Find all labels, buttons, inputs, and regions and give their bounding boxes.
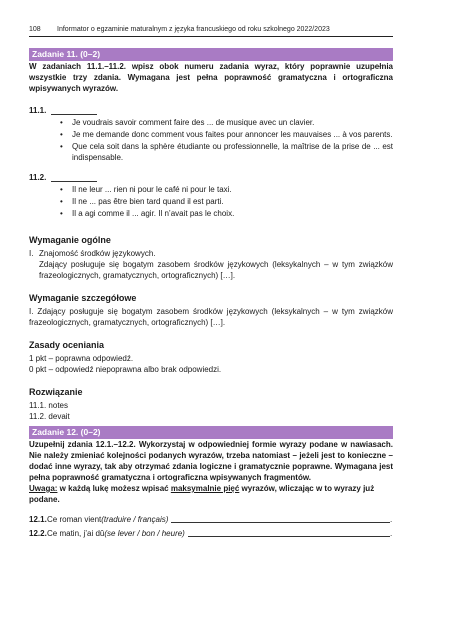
sentence: • Je me demande donc comment vous faites pour annoncer les mauvaises ... à vos parents. xyxy=(62,129,393,140)
item-12-2-label: 12.2. xyxy=(29,529,47,538)
item-12-1-answer-blank[interactable] xyxy=(171,514,390,523)
header-title: Informator o egzaminie maturalnym z języka francuskiego od roku szkolnego 2022/2023 xyxy=(57,26,330,33)
task-11-instruction: W zadaniach 11.1.–11.2. wpisz obok numeru zadania wyraz, który poprawnie uzupełnia wszystkie trzy zdania. Wymagana jest pełna poprawność gramatyczna i ortograficzna wpisywanych wyrazów. xyxy=(29,62,393,93)
scoring-title: Zasady oceniania xyxy=(29,340,105,350)
solution-line-2: 11.2. devait xyxy=(29,412,70,421)
item-12-2-answer-blank[interactable] xyxy=(188,528,390,537)
item-11-2-sentences xyxy=(29,184,393,219)
note-label: Uwaga: xyxy=(29,484,58,493)
item-12-1-label: 12.1. xyxy=(29,515,47,524)
item-11-1 xyxy=(29,105,393,116)
task-11-banner: Zadanie 11. (0–2) xyxy=(29,48,393,61)
general-requirement-heading xyxy=(29,248,393,259)
item-12-2-hint: (se lever / bon / heure) xyxy=(104,529,185,538)
item-12-2: 12.2. Ce matin, j’ai dû (se lever / bon / heure) . xyxy=(29,529,393,538)
scoring-line-1: 1 pkt – poprawna odpowiedź. xyxy=(29,354,134,363)
item-12-2-text: Ce matin, j’ai dû xyxy=(47,529,105,538)
general-requirement-title: Wymaganie ogólne xyxy=(29,235,111,245)
sentence: • Que cela soit dans la sphère étudiante ou professionnelle, la maîtrise de la prise de ... est indispensable. xyxy=(62,141,393,163)
page-number: 108 xyxy=(29,26,41,33)
document-page xyxy=(29,24,393,539)
solution-line-1: 11.1. notes xyxy=(29,401,68,410)
sentence: • Il a agi comme il ... agir. Il n’avait pas le choix. xyxy=(62,208,393,219)
item-11-2-label: 11.2. xyxy=(29,173,47,182)
scoring-line-2: 0 pkt – odpowiedź niepoprawna albo brak odpowiedzi. xyxy=(29,365,222,374)
item-11-2 xyxy=(29,172,393,183)
roman-numeral: I. xyxy=(29,249,34,258)
item-11-2-answer-blank[interactable] xyxy=(51,172,97,182)
general-requirement-heading-text: Znajomość środków językowych. xyxy=(39,249,156,258)
item-12-1: 12.1. Ce roman vient (traduire / français) . xyxy=(29,515,393,524)
page-header xyxy=(29,24,393,34)
sentence: • Il ne leur ... rien ni pour le café ni pour le taxi. xyxy=(62,184,393,195)
specific-requirement-text: I. Zdający posługuje się bogatym zasobem środków językowych (leksykalnych – w tym związków frazeologicznych, gramatycznych, ortograficznych) […]. xyxy=(29,307,393,327)
item-12-1-text: Ce roman vient xyxy=(47,515,102,524)
task-12-note xyxy=(29,483,393,505)
specific-requirement-title: Wymaganie szczegółowe xyxy=(29,293,137,303)
sentence: • Il ne ... pas être bien tard quand il est parti. xyxy=(62,196,393,207)
item-12-1-hint: (traduire / français) xyxy=(101,515,169,524)
note-emphasis: maksymalnie pięć xyxy=(170,484,240,493)
item-11-1-label: 11.1. xyxy=(29,106,47,115)
item-11-1-sentences xyxy=(29,117,393,163)
item-11-1-answer-blank[interactable] xyxy=(51,105,97,115)
general-requirement-text: Zdający posługuje się bogatym zasobem środków językowych (leksykalnych – w tym związków frazeologicznych, gramatycznych, ortograficznych) […]. xyxy=(39,260,393,280)
task-12-instruction: Uzupełnij zdania 12.1.–12.2. Wykorzystaj w odpowiedniej formie wyrazy podane w nawiasach. Nie należy zmieniać kolejności podanych wyrazów, trzeba natomiast – jeżeli jest to konieczne – dodać inne wyrazy, tak aby otrzymać zdania logiczne i gramatycznie poprawne. Wymagana jest pełna poprawność gramatyczna i ortograficzna wpisywanych fragmentów. xyxy=(29,440,393,482)
task-12-banner: Zadanie 12. (0–2) xyxy=(29,426,393,439)
solution-title: Rozwiązanie xyxy=(29,387,83,397)
note-text-b: wyrazów, wliczając w to wyrazy już podane. xyxy=(29,484,375,504)
header-rule xyxy=(29,36,393,37)
note-text-a: w każdą lukę możesz wpisać xyxy=(57,484,171,493)
sentence: • Je voudrais savoir comment faire des ... de musique avec un clavier. xyxy=(62,117,393,128)
